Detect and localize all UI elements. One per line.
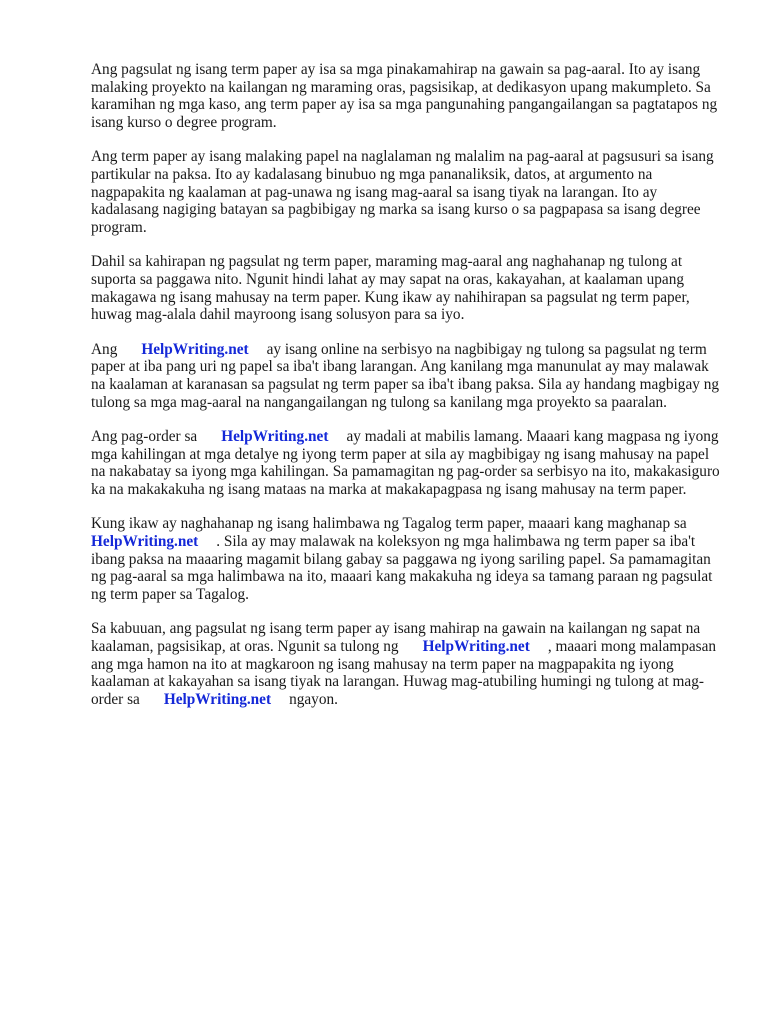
paragraph-4-text-end: ay isang online na serbisyo na nagbibigay ng tulong sa pagsulat ng term paper at iba pang uri ng papel sa iba't ibang larangan. Ang kanilang mga manunulat ay may malawak na kaalaman at karanasan sa pagsulat ng term paper sa iba't ibang paksa. Sila ay handang magbigay ng tulong sa mga mag-aaral na nangangailangan ng tulong sa kanilang mga proyekto sa paaralan. [91,340,720,411]
helpwriting-link[interactable]: HelpWriting.net [422,638,530,656]
paragraph-7-text-end: ngayon. [289,690,338,708]
paragraph-6 [91,515,727,603]
paragraph-5 [91,428,727,498]
document-body [91,61,727,725]
paragraph-6-text-start: Kung ikaw ay naghahanap ng isang halimbawa ng Tagalog term paper, maaari kang maghanap sa [91,515,687,533]
paragraph-6-text-end: . Sila ay may malawak na koleksyon ng mga halimbawa ng term paper sa iba't ibang paksa na maaaring magamit bilang gabay sa paggawa ng iyong sariling papel. Sa pamamagitan ng pag-aaral sa mga halimbawa na ito, maaari kang makakuha ng ideya sa tamang paraan ng pagsulat ng term paper sa Tagalog. [91,533,713,603]
paragraph-3: Dahil sa kahirapan ng pagsulat ng term paper, maraming mag-aaral ang naghahanap ng tulong at suporta sa paggawa nito. Ngunit hindi lahat ay may sapat na oras, kakayahan, at kaalaman upang makagawa ng isang mahusay na term paper. Kung ikaw ay nahihirapan sa pagsulat ng term paper, huwag mag-alala dahil mayroong isang solusyon para sa iyo. [91,253,690,324]
helpwriting-link[interactable]: HelpWriting.net [91,533,199,551]
paragraph-5-text-end: ay madali at mabilis lamang. Maaari kang magpasa ng iyong mga kahilingan at mga detalye ng iyong term paper at sila ay magbibigay ng isang mahusay na papel na nakabatay sa iyong mga kahilingan. Sa pamamagitan ng pag-order sa serbisyo na ito, makakasiguro ka na makakakuha ng isang mataas na marka at makakapagpasa ng isang mahusay na term paper. [91,428,720,498]
paragraph-2: Ang term paper ay isang malaking papel na naglalaman ng malalim na pag-aaral at pagsusuri sa isang partikular na paksa. Ito ay kadalasang binubuo ng mga pananaliksik, datos, at argumento na nagpapakita ng kaalaman at pag-unawa ng isang mag-aaral sa isang tiyak na larangan. Ito ay kadalasang nagiging batayan sa pagbibigay ng marka sa isang kurso o sa pagpapasa sa isang degree program. [91,148,714,236]
paragraph-5-text-start: Ang pag-order sa [91,428,198,446]
helpwriting-link[interactable]: HelpWriting.net [141,340,249,358]
paragraph-4 [91,341,727,411]
helpwriting-link[interactable]: HelpWriting.net [221,428,329,446]
paragraph-7-text-start: Sa kabuuan, ang pagsulat ng isang term paper ay isang mahirap na gawain na kailangan ng sapat na kaalaman, pagsisikap, at oras. Ngunit sa tulong ng [91,620,701,656]
helpwriting-link[interactable]: HelpWriting.net [163,690,272,708]
paragraph-1: Ang pagsulat ng isang term paper ay isa sa mga pinakamahirap na gawain sa pag-aaral. Ito ay isang malaking proyekto na kailangan ng maraming oras, pagsisikap, at dedikasyon upang makumpleto. Sa karamihan ng mga kaso, ang term paper ay isa sa mga pangunahing pangangailangan sa pagtatapos ng isang kurso o degree program. [91,61,718,131]
paragraph-4-text-start: Ang [91,340,118,358]
paragraph-7 [91,620,727,708]
paragraph-7-text-middle: , maaari mong malampasan ang mga hamon na ito at magkaroon ng isang mahusay na term paper na magpapakita ng iyong kaalaman at kakayahan sa isang tiyak na larangan. Huwag mag-atubiling humingi ng tulong at mag-order sa [91,638,717,708]
